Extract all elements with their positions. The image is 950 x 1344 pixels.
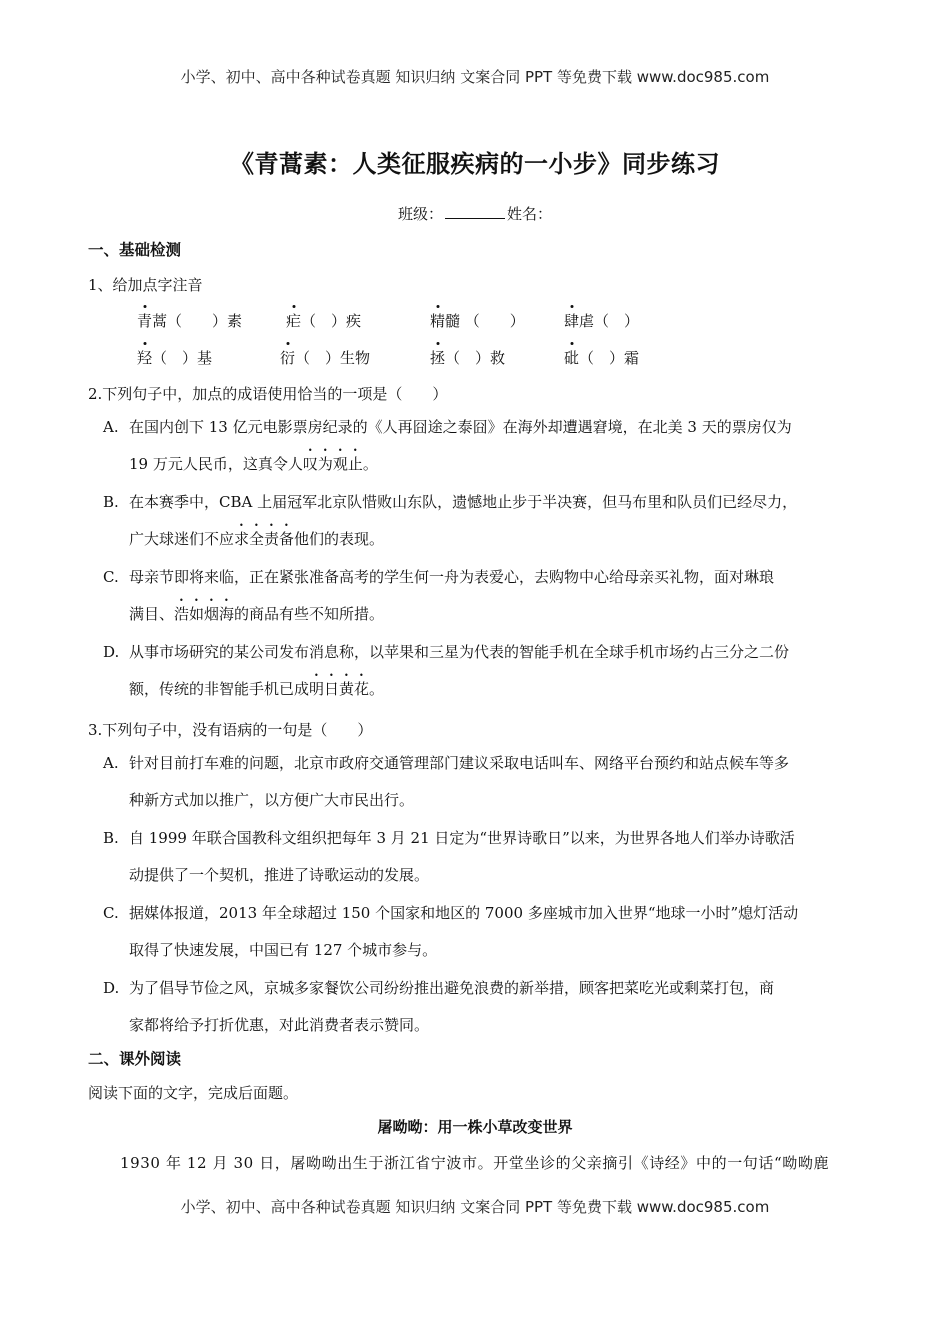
q3-option-a — [103, 745, 863, 819]
q2-option-a-label: A. — [103, 418, 119, 436]
q1-word-8-text: 砒（ ）霜 — [564, 349, 640, 367]
q3-prompt: 3.下列句子中，没有语病的一句是（ ） — [88, 721, 373, 739]
q1-word-4 — [564, 310, 639, 331]
q2-b-dotted-idiom: 求全责备 — [234, 530, 295, 548]
q1-word-7-text: 拯（ ）救 — [430, 349, 506, 367]
q2-option-b — [103, 484, 863, 558]
class-label: 班级： — [397, 205, 443, 223]
q1-word-1 — [137, 310, 242, 331]
q2-a-dotted-idiom: 叹为观止 — [302, 455, 363, 473]
reading-paragraph: 1930 年 12 月 30 日，屠呦呦出生于浙江省宁波市。开堂坐诊的父亲摘引《诗经》中的一句话“呦呦鹿 — [120, 1154, 830, 1172]
q2-c-post: 的商品有些不知所措。 — [234, 605, 385, 623]
q2-option-a — [103, 409, 863, 483]
name-label: 姓名： — [507, 205, 553, 223]
q2-c-dotted-idiom: 浩如烟海 — [174, 605, 235, 623]
q3-option-b — [103, 820, 863, 894]
q2-option-d-line1: 从事市场研究的某公司发布消息称，以苹果和三星为代表的智能手机在全球手机市场约占三分之二份 — [129, 643, 790, 661]
q1-word-7 — [430, 347, 505, 368]
q2-option-b-label: B. — [103, 493, 119, 511]
q2-option-c — [103, 559, 863, 633]
class-name-line — [0, 203, 950, 224]
q2-option-c-line1: 母亲节即将来临，正在紧张准备高考的学生何一舟为表爱心，去购物中心给母亲买礼物，面对琳琅 — [129, 568, 775, 586]
section-2-heading: 二、课外阅读 — [88, 1050, 182, 1068]
q2-c-pre: 满目、 — [129, 605, 175, 623]
q3-option-b-line1: 自 1999 年联合国教科文组织把每年 3 月 21 日定为“世界诗歌日”以来，为世界各地人们举办诗歌活 — [129, 829, 795, 847]
q2-prompt: 2.下列句子中，加点的成语使用恰当的一项是（ ） — [88, 385, 448, 403]
q2-option-c-label: C. — [103, 568, 119, 586]
q1-word-2-text: 疟（ ）疾 — [286, 312, 362, 330]
q3-option-d-label: D. — [103, 979, 120, 997]
q2-b-post: 他们的表现。 — [294, 530, 385, 548]
q2-option-b-line1: 在本赛季中，CBA 上届冠军北京队惜败山东队，遗憾地止步于半决赛，但马布里和队员们已经尽力， — [129, 493, 798, 511]
page-footer: 小学、初中、高中各种试卷真题 知识归纳 文案合同 PPT 等免费下载 www.doc985.com — [180, 1198, 770, 1216]
q2-option-b-line2 — [129, 521, 863, 558]
q2-a-pre: 19 万元人民币，这真令人 — [129, 455, 303, 473]
q2-option-a-line2 — [129, 446, 863, 483]
q3-option-a-label: A. — [103, 754, 119, 772]
q1-word-3-text: 精髓 （ ） — [430, 312, 525, 330]
q2-option-d-line2 — [129, 671, 863, 708]
q1-word-2 — [286, 310, 361, 331]
q3-option-a-line1: 针对目前打车难的问题，北京市政府交通管理部门建议采取电话叫车、网络平台预约和站点候车等多 — [129, 754, 790, 772]
q3-option-c-line1: 据媒体报道，2013 年全球超过 150 个国家和地区的 7000 多座城市加入世界“地球一小时”熄灯活动 — [129, 904, 799, 922]
q2-option-d — [103, 634, 863, 708]
q1-word-5 — [137, 347, 212, 368]
q1-word-6 — [280, 347, 370, 368]
q1-prompt: 1、给加点字注音 — [88, 276, 203, 294]
q2-b-pre: 广大球迷们不应 — [129, 530, 235, 548]
q3-option-d — [103, 970, 863, 1044]
q3-option-d-line1: 为了倡导节俭之风，京城多家餐饮公司纷纷推出避免浪费的新举措，顾客把菜吃光或剩菜打包，商 — [129, 979, 775, 997]
class-blank — [445, 204, 505, 219]
q2-option-d-label: D. — [103, 643, 120, 661]
q3-option-b-label: B. — [103, 829, 119, 847]
q3-option-c-line2: 取得了快速发展，中国已有 127 个城市参与。 — [129, 941, 438, 959]
reading-title: 屠呦呦：用一株小草改变世界 — [377, 1118, 573, 1136]
q1-word-8 — [564, 347, 639, 368]
q3-option-a-line2: 种新方式加以推广，以方便广大市民出行。 — [129, 791, 415, 809]
q1-word-5-text: 羟（ ）基 — [137, 349, 213, 367]
q1-word-6-text: 衍（ ）生物 — [280, 349, 371, 367]
q2-option-c-line2 — [129, 596, 863, 633]
q3-option-b-line2: 动提供了一个契机，推进了诗歌运动的发展。 — [129, 866, 430, 884]
q3-option-c — [103, 895, 863, 969]
q2-d-post: 。 — [369, 680, 385, 698]
reading-intro: 阅读下面的文字，完成后面题。 — [88, 1084, 299, 1102]
q2-a-post: 。 — [362, 455, 378, 473]
q1-word-1-text: 青蒿（ ）素 — [137, 312, 243, 330]
page-header: 小学、初中、高中各种试卷真题 知识归纳 文案合同 PPT 等免费下载 www.doc985.com — [180, 68, 770, 86]
q2-d-pre: 额，传统的非智能手机已成 — [129, 680, 310, 698]
section-1-heading: 一、基础检测 — [88, 241, 182, 259]
q3-option-d-line2: 家都将给予打折优惠，对此消费者表示赞同。 — [129, 1016, 430, 1034]
q1-word-3 — [430, 310, 525, 331]
q2-option-a-line1: 在国内创下 13 亿元电影票房纪录的《人再囧途之泰囧》在海外却遭遇窘境，在北美 3 天的票房仅为 — [129, 418, 792, 436]
q3-option-c-label: C. — [103, 904, 119, 922]
page-title: 《青蒿素：人类征服疾病的一小步》同步练习 — [230, 150, 720, 178]
q2-d-dotted-idiom: 明日黄花 — [309, 680, 370, 698]
q1-word-4-text: 肆虐（ ） — [564, 312, 640, 330]
